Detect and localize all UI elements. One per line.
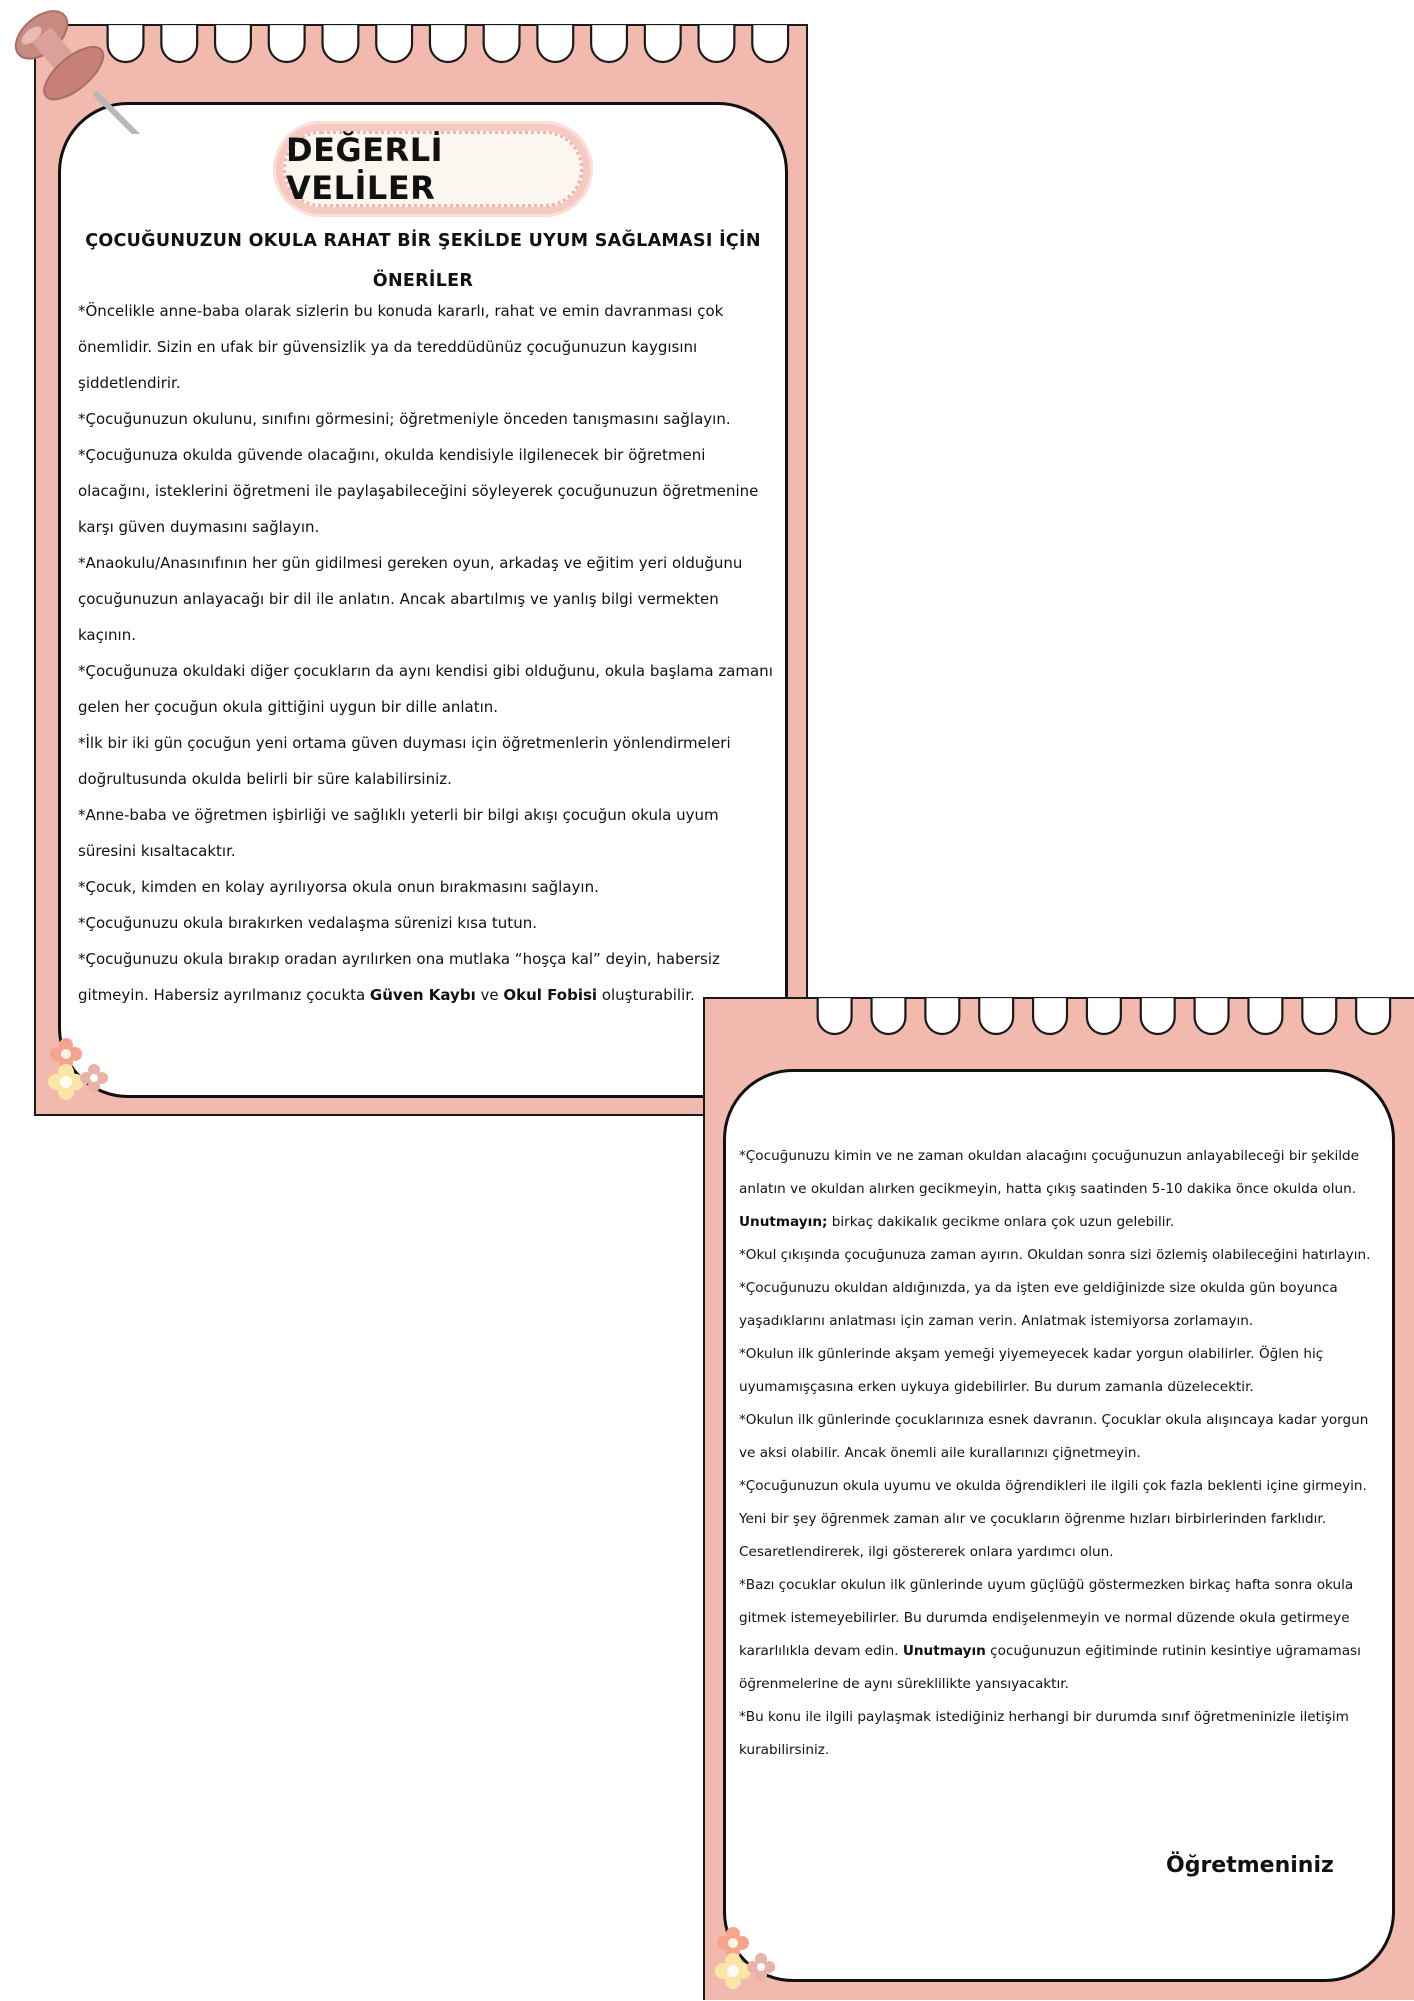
bold-term-unutmayin: Unutmayın; bbox=[739, 1214, 828, 1230]
flower-cluster-icon bbox=[711, 1921, 791, 2001]
bold-term-school-phobia: Okul Fobisi bbox=[503, 986, 598, 1004]
list-item: *Çocuğunuzun okulunu, sınıfını görmesini; öğretmeniyle önceden tanışmasını sağlayın. bbox=[78, 410, 731, 428]
list-item: *Anne-baba ve öğretmen işbirliği ve sağlıklı yeterli bir bilgi akışı çocuğun okula uyum süresini kısaltacaktır. bbox=[78, 806, 719, 860]
list-item: *Anaokulu/Anasınıfının her gün gidilmesi gereken oyun, arkadaş ve eğitim yeri olduğunu çocuğunuzun anlayacağı bir dil ile anlatın. Ancak abartılmış ve yanlış bilgi vermekten kaçının. bbox=[78, 554, 743, 644]
list-item: *Çocuğunuzu kimin ve ne zaman okuldan alacağını çocuğunuzun anlayabileceği bir şekilde anlatın ve okuldan alırken gecikmeyin, hatta çıkış saatinden 5-10 dakika önce okulda olun. Unutmayın; birkaç dakikalık gecikme onlara çok uzun gelebilir. bbox=[739, 1148, 1360, 1230]
spiral-rings bbox=[705, 997, 1414, 1067]
recommendations-list-2 bbox=[739, 1140, 1374, 1767]
title-banner bbox=[273, 121, 593, 217]
list-item: *Çocuğunuzu okuldan aldığınızda, ya da işten eve geldiğinizde size okulda gün boyunca yaşadıklarını anlatması için zaman verin. Anlatmak istemiyorsa zorlamayın. bbox=[739, 1280, 1338, 1329]
content-card-2 bbox=[723, 1069, 1395, 1982]
section-heading: ÇOCUĞUNUZUN OKULA RAHAT BİR ŞEKİLDE UYUM SAĞLAMASI İÇİN ÖNERİLER bbox=[85, 231, 761, 291]
list-item: *Okulun ilk günlerinde çocuklarınıza esnek davranın. Çocuklar okula alışıncaya kadar yorgun ve aksi olabilir. Ancak önemli aile kurallarınızı çiğnetmeyin. bbox=[739, 1412, 1369, 1461]
teacher-signature: Öğretmeniniz bbox=[1166, 1853, 1334, 1878]
list-item: *Öncelikle anne-baba olarak sizlerin bu konuda kararlı, rahat ve emin davranması çok önemlidir. Sizin en ufak bir güvensizlik ya da tereddüdünüz çocuğunuzun kaygısını şiddetlendirir. bbox=[78, 302, 724, 392]
list-item: *Okulun ilk günlerinde akşam yemeği yiyemeyecek kadar yorgun olabilirler. Öğlen hiç uyumamışçasına erken uykuya gidebilirler. Bu durum zamanla düzelecektir. bbox=[739, 1346, 1324, 1395]
notepad-page-1 bbox=[34, 24, 808, 1116]
page-title: DEĞERLİ VELİLER bbox=[286, 131, 443, 207]
list-item: *Bu konu ile ilgili paylaşmak istediğiniz herhangi bir durumda sınıf öğretmeninizle iletişim kurabilirsiniz. bbox=[739, 1709, 1349, 1758]
list-item: *Çocuğunuza okulda güvende olacağını, okulda kendisiyle ilgilenecek bir öğretmeni olacağını, isteklerini öğretmeni ile paylaşabileceğini söyleyerek çocuğunuzun öğretmenine karşı güven duymasını sağlayın. bbox=[78, 446, 759, 536]
list-item: *Çocuğunuzun okula uyumu ve okulda öğrendikleri ile ilgili çok fazla beklenti içine girmeyin. Yeni bir şey öğrenmek zaman alır ve çocukların öğrenme hızları birbirlerinden farklıdır. Cesaretlendirerek, ilgi göstererek onlara yardımcı olun. bbox=[739, 1478, 1367, 1560]
notepad-page-2 bbox=[703, 997, 1414, 2000]
list-item: *Çocuk, kimden en kolay ayrılıyorsa okula onun bırakmasını sağlayın. bbox=[78, 878, 599, 896]
list-item: *Çocuğunuzu okula bırakırken vedalaşma sürenizi kısa tutun. bbox=[78, 914, 537, 932]
bold-term-unutmayin: Unutmayın bbox=[902, 1643, 986, 1659]
list-item: *İlk bir iki gün çocuğun yeni ortama güven duyması için öğretmenlerin yönlendirmeleri doğrultusunda okulda belirli bir süre kalabilirsiniz. bbox=[78, 734, 731, 788]
flower-cluster-icon bbox=[44, 1032, 124, 1112]
recommendations-list-1 bbox=[78, 293, 775, 1013]
list-item: *Okul çıkışında çocuğunuza zaman ayırın. Okuldan sonra sizi özlemiş olabileceğini hatırlayın. bbox=[739, 1247, 1371, 1263]
push-pin-icon bbox=[0, 0, 156, 134]
list-item: *Bazı çocuklar okulun ilk günlerinde uyum güçlüğü göstermezken birkaç hafta sonra okula gitmek istemeyebilirler. Bu durumda endişelenmeyin ve normal düzende okula getirmeye kararlılıkla devam edin. Unutmayın çocuğunuzun eğitiminde rutinin kesintiye uğramaması öğrenmelerine de aynı süreklilikte yansıyacaktır. bbox=[739, 1577, 1361, 1692]
list-item: *Çocuğunuza okuldaki diğer çocukların da aynı kendisi gibi olduğunu, okula başlama zamanı gelen her çocuğun okula gittiğini uygun bir dille anlatın. bbox=[78, 662, 773, 716]
content-card-1 bbox=[58, 102, 788, 1098]
list-item: *Çocuğunuzu okula bırakıp oradan ayrılırken ona mutlaka “hoşça kal” deyin, habersiz gitmeyin. Habersiz ayrılmanız çocukta Güven Kaybı ve Okul Fobisi oluşturabilir. bbox=[78, 950, 720, 1004]
bold-term-trust-loss: Güven Kaybı bbox=[369, 986, 476, 1004]
